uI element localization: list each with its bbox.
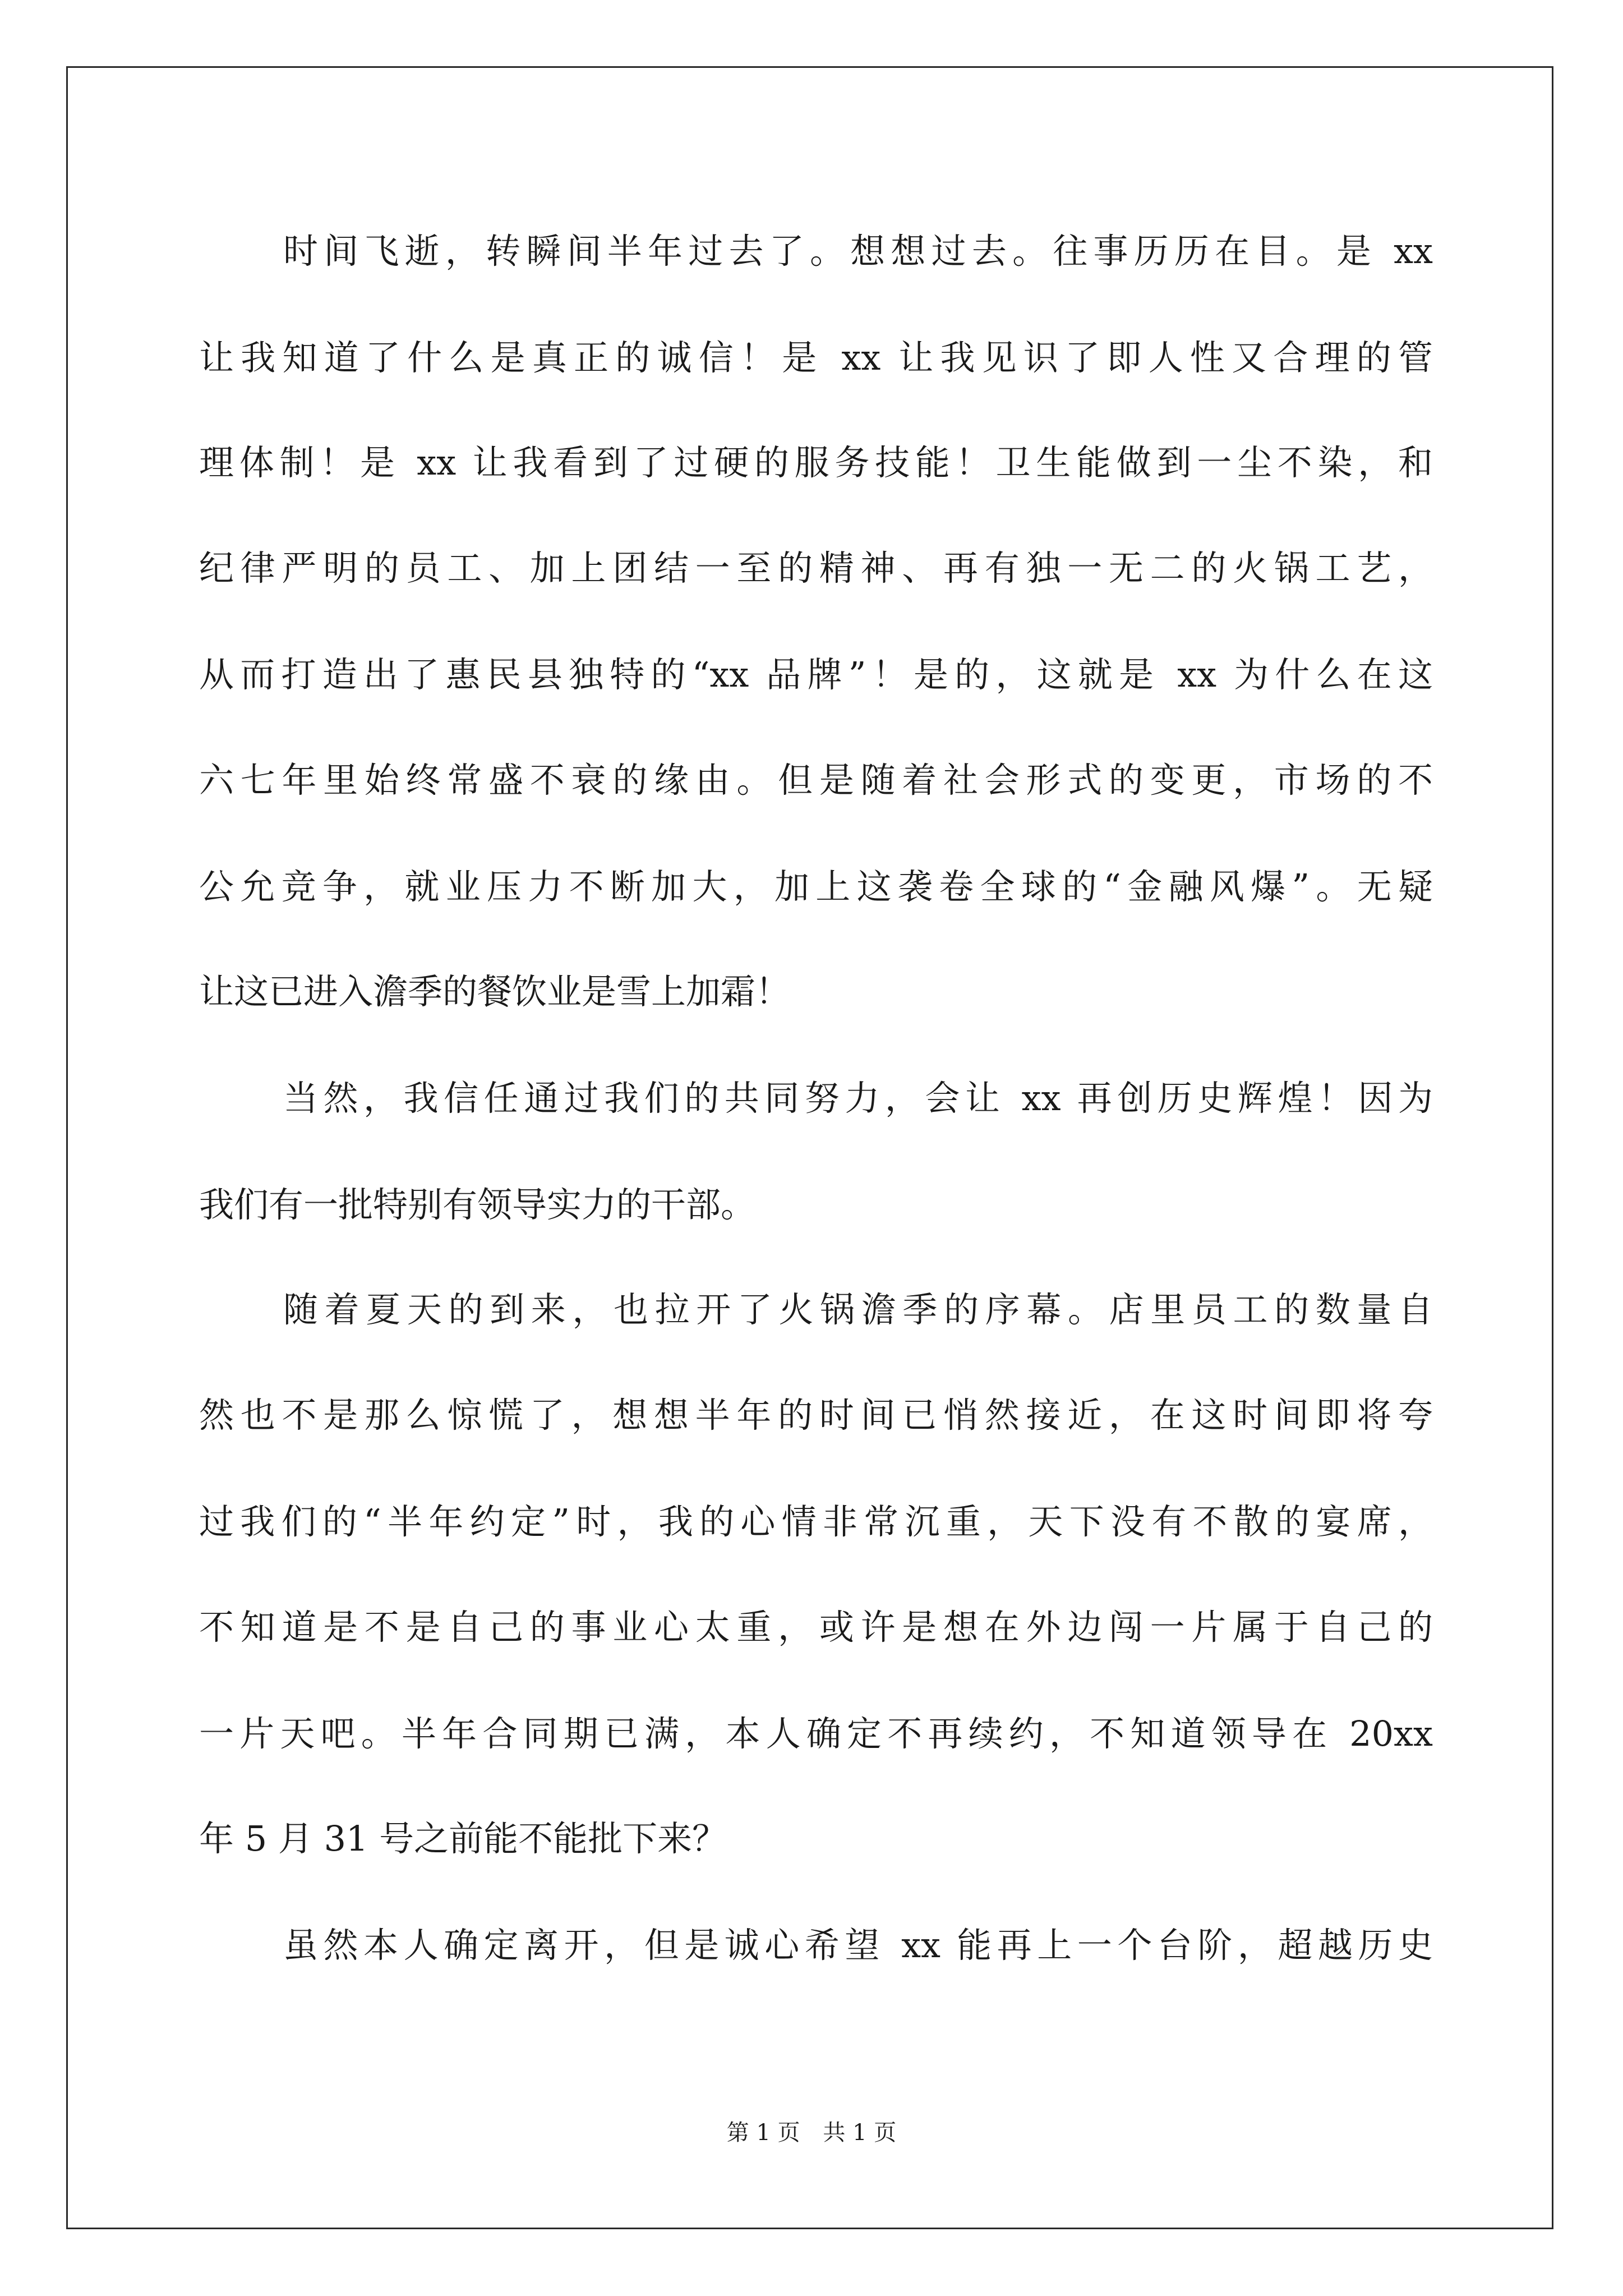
paragraph-line: 理体制！是 xx 让我看到了过硬的服务技能！卫生能做到一尘不染，和: [199, 442, 1433, 483]
paragraph-line: 过我们的“半年约定”时，我的心情非常沉重，天下没有不散的宴席，: [199, 1501, 1433, 1542]
paragraph-line: 一片天吧。半年合同期已满，本人确定不再续约，不知道领导在 20xx: [199, 1713, 1433, 1754]
paragraph-line: 我们有一批特别有领导实力的干部。: [199, 1184, 756, 1225]
paragraph-line: 公允竞争，就业压力不断加大，加上这袭卷全球的“金融风爆”。无疑: [199, 866, 1433, 907]
paragraph-line: 虽然本人确定离开，但是诚心希望 xx 能再上一个台阶，超越历史: [283, 1925, 1433, 1966]
paragraph-line: 让我知道了什么是真正的诚信！是 xx 让我见识了即人性又合理的管: [199, 337, 1433, 378]
paragraph-line: 六七年里始终常盛不衰的缘由。但是随着社会形式的变更，市场的不: [199, 760, 1433, 800]
page-footer: [0, 2115, 1623, 2147]
paragraph-line: 不知道是不是自己的事业心太重，或许是想在外边闯一片属于自己的: [199, 1607, 1433, 1648]
paragraph-line: 随着夏天的到来，也拉开了火锅澹季的序幕。店里员工的数量自: [283, 1289, 1433, 1330]
paragraph-line: 然也不是那么惊慌了，想想半年的时间已悄然接近，在这时间即将夸: [199, 1395, 1433, 1435]
paragraph-line: 时间飞逝，转瞬间半年过去了。想想过去。往事历历在目。是 xx: [283, 231, 1433, 272]
paragraph-line: 当然，我信任通过我们的共同努力，会让 xx 再创历史辉煌！因为: [283, 1078, 1433, 1119]
paragraph-line: 年 5 月 31 号之前能不能批下来？: [199, 1818, 727, 1859]
paragraph-line: 让这已进入澹季的餐饮业是雪上加霜！: [199, 971, 791, 1012]
page-number-current: 第 1 页: [726, 2120, 800, 2146]
paragraph-line: 纪律严明的员工、加上团结一至的精神、再有独一无二的火锅工艺，: [199, 547, 1433, 588]
paragraph-line: 从而打造出了惠民县独特的“xx 品牌”！是的，这就是 xx 为什么在这: [199, 654, 1433, 695]
page-number-total: 共 1 页: [823, 2120, 897, 2146]
